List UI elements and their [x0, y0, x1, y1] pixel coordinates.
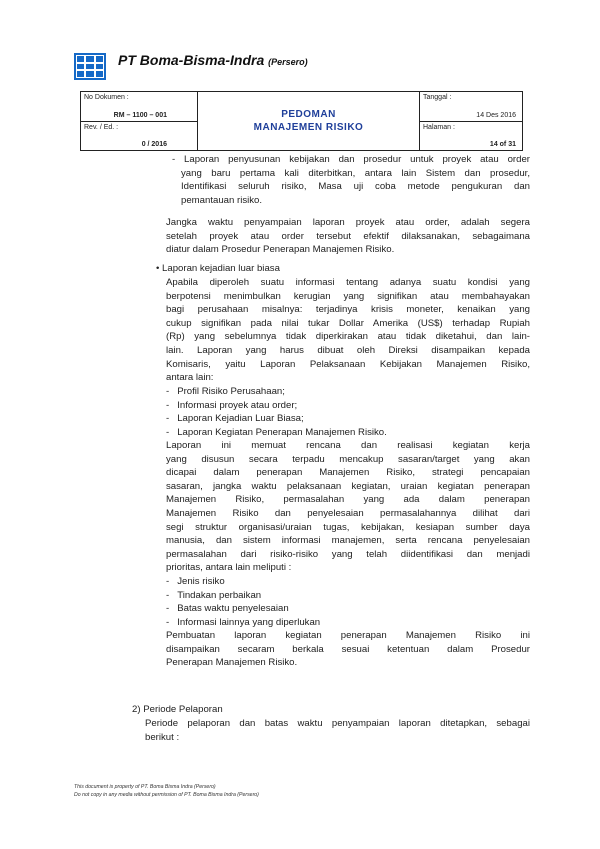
company-logo-icon [74, 53, 106, 80]
paragraph-report-plan: Laporan ini memuat rencana dan realisasi kegiatan kerja yang disusun secara terpadu mencakup sasaran/target yang akan dicapai dalam penerapan Manajemen Risiko, strategi pencapaian sasaran, jangka waktu pelaksanaan kegiatan, uraian kegiatan penerapan Manajemen Risiko, permasalahan yang ada dalam penerapan Manajemen Risiko dan penyelesaian permasalahannya dilihat dari segi struktur organisasi/uraian tugas, kebijakan, kesiapan sumber daya manusia, dan sistem informasi manajemen, serta rencana penyelesaian permasalahan dari risiko-risiko yang telah diidentifikasi dan menjadi prioritas, antara lain meliputi : [166, 440, 530, 574]
list-item: - Informasi lainnya yang diperlukan [166, 616, 321, 628]
paragraph-reporting-period: Periode pelaporan dan batas waktu penyampaian laporan ditetapkan, sebagai berikut : [145, 718, 530, 743]
revision-cell: Rev. / Ed. : 0 / 2016 [84, 123, 167, 148]
halaman-cell: Halaman : 14 of 31 [423, 123, 516, 148]
paragraph-reporting-deadline: Jangka waktu penyampaian laporan proyek atau order, adalah segera setelah proyek atau order tersebut efektif dilaksanakan, sebagaimana diatur dalam Prosedur Penerapan Manajemen Risiko. [166, 217, 530, 256]
list-item: - Profil Risiko Perusahaan; [166, 386, 285, 397]
list-item: - Informasi proyek atau order; [166, 399, 298, 411]
tanggal-cell: Tanggal : 14 Des 2016 [420, 92, 522, 122]
list-item: - Laporan Kejadian Luar Biasa; [166, 413, 304, 425]
list-report-contents [166, 385, 530, 439]
document-header-table [80, 91, 523, 151]
company-name: PT Boma-Bisma-Indra (Persero) [118, 52, 308, 68]
list-item: - Laporan Kegiatan Penerapan Manajemen Risiko. [166, 426, 387, 438]
list-item: - Batas waktu penyelesaian [166, 603, 289, 615]
document-title: PEDOMAN MANAJEMEN RISIKO [198, 92, 420, 150]
bullet-extraordinary-event: • Laporan kejadian luar biasa [156, 263, 280, 274]
list-priority-items [166, 575, 530, 629]
dash-item-new-procedure: - Laporan penyusunan kebijakan dan prosedur untuk proyek atau order yang baru pertama kali diterbitkan, antara lain Sistem dan prosedur, Identifikasi seluruh risiko, Masa uji coba metode pengukuran dan pemantauan risiko. [172, 154, 530, 206]
list-item: - Jenis risiko [166, 576, 225, 587]
document-footer: This document is property of PT. Boma Bisma Indra (Persero) Do not copy in any media without permission of PT. Boma Bisma Indra (Persero) [74, 784, 259, 798]
paragraph-extraordinary-info: Apabila diperoleh suatu informasi tentang adanya suatu kondisi yang berpotensi menimbulkan kerugian yang signifikan atau membahayakan bagi perusahaan misalnya: terjadinya krisis moneter, kenaikan yang cukup signifikan pada nilai tukar Dollar Amerika (US$) terhadap Rupiah (Rp) yang sebelumnya tidak diperkirakan atau tidak diketahui, dan lain- lain. Laporan yang harus dibuat oleh Direksi disampaikan kepada Komisaris, yaitu Laporan Pelaksanaan Kebijakan Manajemen Risiko, antara lain: [166, 277, 530, 384]
list-item: - Tindakan perbaikan [166, 589, 262, 601]
paragraph-periodic-report: Pembuatan laporan kegiatan penerapan Manajemen Risiko ini disampaikan secaram berkala sesuai ketentuan dalam Prosedur Penerapan Manajemen Risiko. [166, 630, 530, 669]
bullet-icon: • [156, 263, 160, 274]
no-dokumen-cell: No Dokumen : RM – 1100 – 001 [81, 92, 197, 122]
section-reporting-period: 2) Periode Pelaporan [132, 704, 223, 715]
